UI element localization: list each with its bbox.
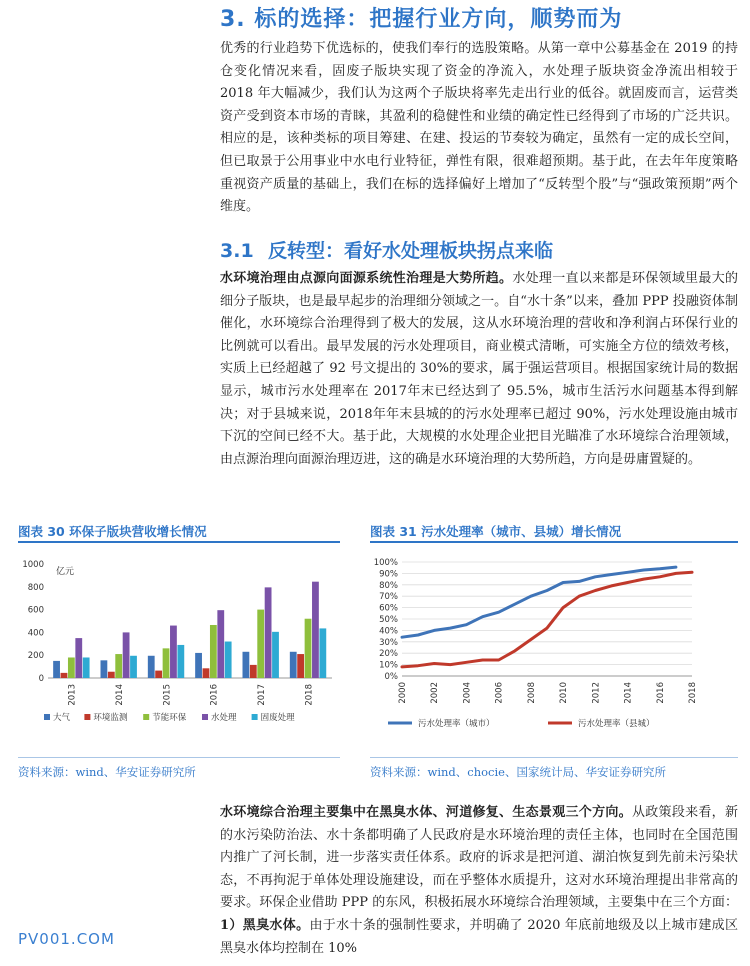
treatment-rate-line-chart bbox=[366, 548, 742, 748]
revenue-bar-chart bbox=[14, 548, 344, 733]
bar bbox=[163, 648, 170, 678]
y-tick-label: 800 bbox=[27, 582, 44, 593]
bar bbox=[225, 642, 232, 678]
figure-30-source: 资料来源：wind、华安证券研究所 bbox=[18, 765, 196, 779]
x-tick-label: 2010 bbox=[559, 682, 570, 704]
figure-31-source-rule bbox=[370, 757, 738, 758]
figure-31-rule bbox=[370, 541, 738, 543]
bar bbox=[305, 619, 312, 678]
bar bbox=[101, 660, 108, 678]
bar bbox=[177, 645, 184, 678]
legend-label: 环境监测 bbox=[93, 713, 128, 723]
bar bbox=[257, 610, 264, 678]
subsection-heading bbox=[220, 236, 553, 263]
bar bbox=[290, 652, 297, 678]
figure-30-rule bbox=[18, 541, 340, 543]
x-tick-label: 2012 bbox=[591, 682, 602, 704]
x-tick-label: 2014 bbox=[115, 684, 125, 706]
x-tick-label: 2013 bbox=[67, 684, 78, 706]
bar bbox=[170, 626, 177, 678]
subsection-paragraph bbox=[220, 268, 738, 471]
series-line bbox=[402, 567, 676, 637]
section-heading: 3. 标的选择：把握行业方向，顺势而为 bbox=[220, 7, 623, 32]
bottom-item-lead: 1）黑臭水体。 bbox=[220, 917, 310, 933]
bar bbox=[68, 657, 75, 678]
x-tick-label: 2014 bbox=[623, 682, 634, 704]
bar bbox=[130, 656, 137, 678]
y-axis-unit-label: 亿元 bbox=[56, 567, 75, 577]
y-tick-label: 90% bbox=[379, 569, 398, 580]
y-tick-label: 60% bbox=[379, 603, 398, 614]
bar bbox=[312, 582, 319, 678]
x-tick-label: 2016 bbox=[655, 682, 666, 704]
bar bbox=[210, 625, 217, 678]
y-tick-label: 20% bbox=[379, 649, 398, 660]
figure-31-source: 资料来源：wind、chocie、国家统计局、华安证券研究所 bbox=[370, 765, 666, 779]
x-tick-label: 2018 bbox=[688, 682, 698, 704]
bottom-body: 从政策段来看，新的水污染防治法、水十条都明确了人民政府是水环境治理的责任主体，也同时在全国范围内推广了河长制，进一步落实责任体系。政府的诉求是把河道、湖泊恢复到先前未污染状态，不再拘泥于单体处理设施建设，而在乎整体水质提升，这对水环境治理提出非常高的要求。环保企业借助 PPP 的东风，积极拓展水环境综合治理领域，主要集中在三个方面： bbox=[220, 805, 738, 911]
subsection-title: 反转型：看好水处理板块拐点来临 bbox=[268, 240, 554, 262]
bar bbox=[195, 653, 202, 678]
y-tick-label: 80% bbox=[379, 580, 398, 591]
bar bbox=[203, 668, 210, 678]
bar bbox=[319, 628, 326, 678]
bar bbox=[75, 638, 82, 678]
x-tick-label: 2018 bbox=[304, 684, 315, 706]
y-tick-label: 70% bbox=[379, 592, 398, 603]
bottom-paragraph bbox=[220, 802, 738, 960]
bar bbox=[53, 661, 60, 678]
legend-swatch bbox=[252, 714, 258, 720]
legend-label: 水处理 bbox=[211, 713, 237, 723]
bar bbox=[108, 672, 115, 678]
legend-swatch bbox=[44, 714, 50, 720]
bar bbox=[217, 610, 224, 678]
x-tick-label: 2002 bbox=[430, 682, 441, 704]
bar bbox=[250, 665, 257, 678]
figure-31-title: 图表 31 污水处理率（城市、县城）增长情况 bbox=[370, 524, 622, 539]
legend-label: 大气 bbox=[53, 713, 71, 723]
y-tick-label: 200 bbox=[27, 651, 44, 662]
y-tick-label: 10% bbox=[379, 660, 398, 671]
y-tick-label: 1000 bbox=[22, 560, 44, 570]
intro-paragraph: 优秀的行业趋势下优选标的，使我们奉行的选股策略。从第一章中公募基金在 2019 的持仓变化情况来看，固废子版块实现了资金的净流入，水处理子版块资金净流出相较于 2018 年大幅减少，我们认为这两个子版块将率先走出行业的低谷。就固废而言，运营类资产受到资本市场的青睐，其盈利的稳健性和业绩的确定性已经得到了市场的广泛共识。相应的是，该种类标的项目筹建、在建、投运的节奏较为确定，虽然有一定的成长空间，但已取景于公用事业中水电行业特征，弹性有限，很难超预期。基于此，在去年年度策略重视资产质量的基础上，我们在标的选择偏好上增加了“反转型个股”与“强政策预期”两个维度。 bbox=[220, 41, 738, 215]
bottom-lead: 水环境综合治理主要集中在黑臭水体、河道修复、生态景观三个方向。 bbox=[220, 805, 632, 820]
subsection-number: 3.1 bbox=[220, 240, 254, 262]
y-tick-label: 40% bbox=[379, 626, 398, 637]
x-tick-label: 2004 bbox=[462, 682, 473, 704]
watermark-logo: PV001.COM bbox=[18, 930, 115, 948]
y-tick-label: 100% bbox=[373, 558, 398, 568]
legend-swatch bbox=[84, 714, 90, 720]
y-tick-label: 30% bbox=[379, 637, 398, 648]
legend-label: 节能环保 bbox=[152, 713, 187, 723]
y-tick-label: 600 bbox=[27, 605, 44, 616]
x-tick-label: 2006 bbox=[494, 682, 505, 704]
bar bbox=[265, 587, 272, 678]
bar bbox=[115, 654, 122, 678]
y-tick-label: 50% bbox=[379, 615, 398, 625]
legend-label: 污水处理率（城市） bbox=[418, 719, 495, 729]
bar bbox=[155, 671, 162, 678]
bar bbox=[83, 657, 90, 678]
x-tick-label: 2017 bbox=[257, 684, 267, 706]
bar bbox=[61, 673, 68, 678]
x-tick-label: 2008 bbox=[526, 682, 537, 704]
legend-label: 固废处理 bbox=[260, 713, 295, 723]
legend-swatch bbox=[143, 714, 149, 720]
figure-30-source-rule bbox=[18, 757, 340, 758]
bar bbox=[297, 654, 304, 678]
x-tick-label: 2000 bbox=[398, 682, 408, 704]
y-tick-label: 400 bbox=[27, 628, 44, 639]
legend-label: 污水处理率（县城） bbox=[578, 719, 655, 729]
bar bbox=[243, 652, 250, 678]
series-line bbox=[402, 572, 692, 667]
y-tick-label: 0 bbox=[38, 674, 44, 684]
subsection-lead: 水环境治理由点源向面源系统性治理是大势所趋。 bbox=[220, 271, 513, 286]
bar bbox=[272, 632, 279, 678]
subsection-body: 水处理一直以来都是环保领域里最大的细分子版块，也是最早起步的治理细分领域之一。自“水十条”以来，叠加 PPP 投融资体制催化，水环境综合治理得到了极大的发展，这从水环境治理的营收和净利润占环保行业的比例就可以看出。最早发展的污水处理项目，商业模式清晰，可实施全方位的绩效考核，实质上已经超越了 92 号文提出的 30%的要求，属于强运营项目。根据国家统计局的数据显示，城市污水处理率在 2017年末已经达到了 95.5%，城市生活污水问题基本得到解决；对于县城来说，2018年年末县城的的污水处理率已超过 90%，污水处理设施由城市下沉的空间已经不大。基于此，大规模的水处理企业把目光瞄准了水环境综合治理领域，由点源治理向面源治理迈进，这的确是水环境治理的大势所趋，方向是毋庸置疑的。 bbox=[220, 271, 738, 467]
y-tick-label: 0% bbox=[384, 672, 398, 682]
figure-30-title: 图表 30 环保子版块营收增长情况 bbox=[18, 524, 207, 539]
bar bbox=[123, 632, 130, 678]
x-tick-label: 2016 bbox=[209, 684, 220, 706]
x-tick-label: 2015 bbox=[162, 684, 173, 706]
bottom-item-body: 由于水十条的强制性要求，并明确了 2020 年底前地级及以上城市建成区黑臭水体均控制在 10% bbox=[220, 917, 738, 956]
legend-swatch bbox=[202, 714, 208, 720]
bar bbox=[148, 656, 155, 678]
